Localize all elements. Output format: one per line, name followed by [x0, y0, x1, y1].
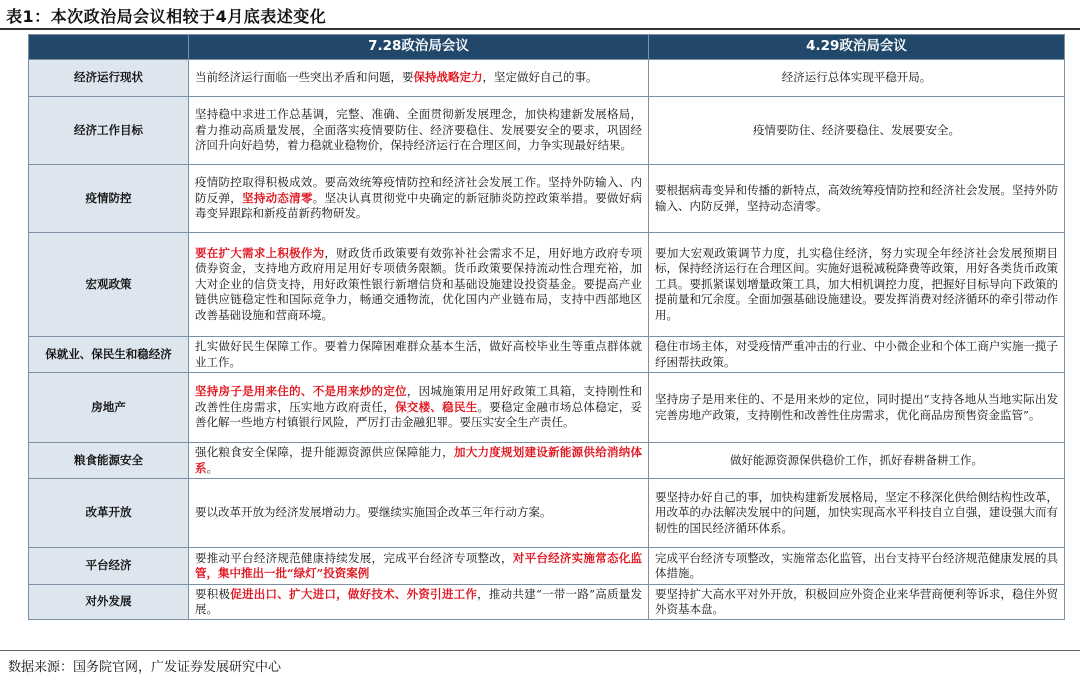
cell-728 — [189, 165, 649, 233]
cell-text: ，推动共建“一带一路”高质量发展。 — [195, 586, 643, 616]
highlight-text: 坚持动态清零 — [242, 190, 313, 205]
highlight-text: 要在扩大需求上积极作为 — [195, 245, 325, 260]
row-category: 保就业、保民生和稳经济 — [29, 337, 189, 373]
header-728: 7.28政治局会议 — [189, 35, 649, 60]
cell-text: 坚持稳中求进工作总基调，完整、准确、全面贯彻新发展理念，加快构建新发展格局，着力推动高质量发展，全面落实疫情要防住、经济要稳住、发展要安全的要求，巩固经济回升向好趋势，着力稳就业稳物价，保持经济运行在合理区间，力争实现最好结果。 — [195, 107, 642, 153]
cell-429: 坚持房子是用来住的、不是用来炒的定位，同时提出“支持各地从当地实际出发完善房地产政策，支持刚性和改善性住房需求，优化商品房预售资金监管”。 — [649, 373, 1065, 443]
header-row — [29, 35, 1065, 60]
row-category: 对外发展 — [29, 585, 189, 620]
cell-728 — [189, 479, 649, 548]
row-category: 房地产 — [29, 373, 189, 443]
source-note: 数据来源：国务院官网，广发证券发展研究中心 — [8, 660, 282, 675]
header-429: 4.29政治局会议 — [649, 35, 1065, 60]
cell-text: 要以改革开放为经济发展增动力。要继续实施国企改革三年行动方案。 — [195, 505, 552, 520]
cell-text: 要推动平台经济规范健康持续发展，完成平台经济专项整改， — [195, 550, 513, 565]
cell-429: 要坚持办好自己的事，加快构建新发展格局，坚定不移深化供给侧结构性改革，用改革的办法解决发展中的问题，加快实现高水平科技自立自强，建设强大而有韧性的国民经济循环体系。 — [649, 479, 1065, 548]
table-row — [29, 233, 1065, 337]
cell-text: ，财政货币政策要有效弥补社会需求不足，用好地方政府专项债券资金，支持地方政府用足用好专项债务限额。货币政策要保持流动性合理充裕，加大对企业的信贷支持，用好政策性银行新增信贷和基础设施建设投资基金。要提高产业链供应链稳定性和国际竞争力，畅通交通物流，优化国内产业链布局，支持中西部地区改善基础设施和营商环境。 — [195, 245, 643, 322]
cell-728 — [189, 337, 649, 373]
row-category: 平台经济 — [29, 548, 189, 585]
table-row — [29, 60, 1065, 97]
highlight-text: 坚持房子是用来住的、不是用来炒的定位 — [195, 384, 407, 399]
table-row — [29, 479, 1065, 548]
cell-text: 。坚决认真贯彻党中央确定的新冠肺炎防控政策举措。要做好病毒变异跟踪和新疫苗新药物研发。 — [195, 190, 643, 221]
cell-text: ，因城施策用足用好政策工具箱，支持刚性和改善性住房需求，压实地方政府责任， — [195, 384, 643, 414]
cell-429: 要加大宏观政策调节力度，扎实稳住经济，努力实现全年经济社会发展预期目标，保持经济运行在合理区间。实施好退税减税降费等政策，用好各类货币政策工具。要抓紧谋划增量政策工具，加大相机调控力度，把握好目标导向下政策的提前量和冗余度。全面加强基础设施建设。要发挥消费对经济循环的牵引带动作用。 — [649, 233, 1065, 337]
cell-text: 强化粮食安全保障，提升能源资源供应保障能力， — [195, 445, 454, 460]
cell-text: 疫情防控取得积极成效。要高效统筹疫情防控和经济社会发展工作。坚持外防输入、内防反弹， — [195, 175, 642, 205]
comparison-table — [28, 34, 1065, 620]
cell-text: 扎实做好民生保障工作。要着力保障困难群众基本生活，做好高校毕业生等重点群体就业工作。 — [195, 339, 642, 369]
cell-text: 。 — [206, 460, 218, 475]
row-category: 经济运行现状 — [29, 60, 189, 97]
table-row — [29, 585, 1065, 620]
cell-429: 做好能源资源保供稳价工作，抓好春耕备耕工作。 — [649, 443, 1065, 479]
cell-728 — [189, 233, 649, 337]
header-blank — [29, 35, 189, 60]
table-row — [29, 373, 1065, 443]
row-category: 宏观政策 — [29, 233, 189, 337]
table-title: 表1：本次政治局会议相较于4月底表述变化 — [6, 7, 327, 26]
row-category: 经济工作目标 — [29, 97, 189, 165]
cell-text: 当前经济运行面临一些突出矛盾和问题，要 — [195, 70, 414, 85]
cell-728 — [189, 373, 649, 443]
cell-429: 完成平台经济专项整改，实施常态化监管，出台支持平台经济规范健康发展的具体措施。 — [649, 548, 1065, 585]
cell-728 — [189, 60, 649, 97]
source-divider — [0, 650, 1080, 651]
table-row — [29, 97, 1065, 165]
highlight-text: 对平台经济实施常态化监管，集中推出一批“绿灯”投资案例 — [195, 550, 642, 580]
cell-728 — [189, 548, 649, 585]
table-row — [29, 548, 1065, 585]
cell-728 — [189, 97, 649, 165]
table-row — [29, 443, 1065, 479]
highlight-text: 保持战略定力 — [413, 70, 483, 85]
highlight-text: 加大力度规划建设新能源供给消纳体系 — [195, 445, 643, 475]
row-category: 疫情防控 — [29, 165, 189, 233]
highlight-text: 保交楼、稳民生 — [395, 399, 478, 414]
cell-text: ，坚定做好自己的事。 — [482, 70, 598, 85]
cell-728 — [189, 443, 649, 479]
title-divider — [0, 28, 1080, 30]
row-category: 粮食能源安全 — [29, 443, 189, 479]
cell-text: 要积极 — [195, 586, 231, 601]
cell-429: 疫情要防住、经济要稳住、发展要安全。 — [649, 97, 1065, 165]
cell-429: 要根据病毒变异和传播的新特点，高效统筹疫情防控和经济社会发展。坚持外防输入、内防反弹，坚持动态清零。 — [649, 165, 1065, 233]
cell-429: 稳住市场主体，对受疫情严重冲击的行业、中小微企业和个体工商户实施一揽子纾困帮扶政策。 — [649, 337, 1065, 373]
row-category: 改革开放 — [29, 479, 189, 548]
table-row — [29, 337, 1065, 373]
highlight-text: 促进出口、扩大进口，做好技术、外资引进工作 — [230, 586, 478, 601]
cell-728 — [189, 585, 649, 620]
cell-text: 。要稳定金融市场总体稳定，妥善化解一些地方村镇银行风险，严厉打击金融犯罪。要压实安全生产责任。 — [195, 399, 643, 430]
table-row — [29, 165, 1065, 233]
cell-429: 经济运行总体实现平稳开局。 — [649, 60, 1065, 97]
cell-429: 要坚持扩大高水平对外开放，积极回应外资企业来华营商便利等诉求，稳住外贸外资基本盘。 — [649, 585, 1065, 620]
